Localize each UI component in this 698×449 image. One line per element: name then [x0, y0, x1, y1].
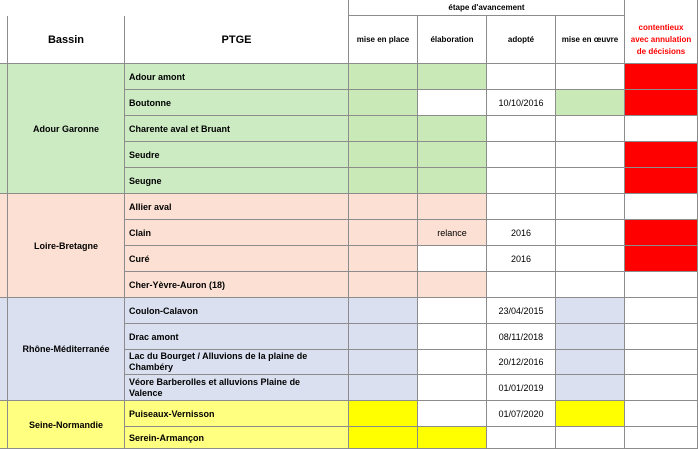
ptge-name: Coulon-Calavon: [129, 305, 198, 316]
basin-name-cell: Loire-Bretagne: [8, 194, 125, 298]
status-cell: [556, 298, 625, 324]
status-cell-text: 20/12/2016: [487, 350, 556, 375]
ptge-name-cell: [125, 298, 349, 324]
status-cell-text: 08/11/2018: [487, 324, 556, 350]
ptge-name-cell: [125, 427, 349, 449]
ptge-name: Seugne: [129, 175, 162, 186]
status-cell: [349, 116, 418, 142]
status-cell: [487, 194, 556, 220]
status-cell: [349, 401, 418, 427]
status-cell: [418, 427, 487, 449]
ptge-name: Drac amont: [129, 331, 179, 342]
status-cell: [418, 298, 487, 324]
status-cell: [487, 116, 556, 142]
status-cell: [556, 220, 625, 246]
status-cell: [349, 194, 418, 220]
ptge-name: Cher-Yèvre-Auron (18): [129, 279, 226, 290]
ptge-name-cell: [125, 401, 349, 427]
basin-name-cell: Rhône-Méditerranée: [8, 298, 125, 401]
basin-margin: [0, 194, 8, 298]
status-cell: [625, 401, 698, 427]
ptge-name: Seudre: [129, 149, 160, 160]
status-cell: [625, 324, 698, 350]
status-cell: [556, 246, 625, 272]
status-cell: [625, 246, 698, 272]
status-cell: [556, 375, 625, 401]
ptge-name: Serein-Armançon: [129, 432, 205, 443]
ptge-name-cell: [125, 350, 349, 375]
status-cell-text: 2016: [487, 220, 556, 246]
ptge-name-cell: [125, 246, 349, 272]
ptge-name-cell: [125, 220, 349, 246]
corner-blank-2: [0, 16, 8, 64]
col-mise-en-oeuvre-header: mise en œuvre: [556, 16, 625, 64]
col-mise-en-place-header: mise en place: [349, 16, 418, 64]
status-cell: [418, 375, 487, 401]
ptge-name-cell: [125, 64, 349, 90]
header-blank-ptge: [125, 0, 349, 16]
status-cell: [418, 116, 487, 142]
status-cell: [349, 246, 418, 272]
status-cell: [349, 90, 418, 116]
contentieux-line1: contentieux: [638, 22, 684, 32]
status-cell: [418, 168, 487, 194]
ptge-name: Boutonne: [129, 97, 171, 108]
ptge-name-cell: [125, 375, 349, 401]
status-cell-text: 01/01/2019: [487, 375, 556, 401]
header-blank-contentieux: [625, 0, 698, 16]
etape-header: étape d'avancement: [349, 0, 625, 16]
contentieux-line2: avec annulation: [630, 34, 692, 44]
ptge-name-cell: [125, 116, 349, 142]
status-cell: [556, 427, 625, 449]
status-cell: [418, 324, 487, 350]
ptge-name-cell: [125, 90, 349, 116]
col-adopte-header: adopté: [487, 16, 556, 64]
status-cell: [418, 142, 487, 168]
ptge-name: Curé: [129, 253, 150, 264]
col-elaboration-header: élaboration: [418, 16, 487, 64]
status-cell: [418, 401, 487, 427]
bassin-header: Bassin: [8, 16, 125, 64]
status-cell: [349, 350, 418, 375]
status-cell: [556, 401, 625, 427]
status-cell: [349, 220, 418, 246]
ptge-name: Charente aval et Bruant: [129, 123, 231, 134]
contentieux-line3: de décisions: [636, 46, 686, 56]
status-cell: [349, 375, 418, 401]
status-cell: [625, 116, 698, 142]
basin-margin: [0, 298, 8, 401]
status-cell-text: 2016: [487, 246, 556, 272]
status-cell: [418, 246, 487, 272]
status-cell: [625, 427, 698, 449]
ptge-name-cell: [125, 272, 349, 298]
ptge-name-line: Véore Barberolles et alluvions Plaine de: [129, 376, 301, 387]
status-cell: [556, 350, 625, 375]
status-cell: [349, 168, 418, 194]
status-cell: [556, 90, 625, 116]
status-cell: [349, 272, 418, 298]
ptge-name-line: Chambéry: [129, 362, 174, 372]
status-cell: [418, 90, 487, 116]
ptge-name-cell: [125, 168, 349, 194]
basin-margin: [0, 64, 8, 194]
status-cell: [625, 375, 698, 401]
basin-margin: [0, 401, 8, 449]
basin-name-cell: Adour Garonne: [8, 64, 125, 194]
status-cell: [349, 298, 418, 324]
status-cell: [625, 64, 698, 90]
status-cell: [556, 168, 625, 194]
status-cell: [625, 298, 698, 324]
status-cell: [349, 142, 418, 168]
status-cell: [625, 272, 698, 298]
status-cell-text: 23/04/2015: [487, 298, 556, 324]
status-cell-text: 10/10/2016: [487, 90, 556, 116]
status-cell: [625, 194, 698, 220]
ptge-name-cell: [125, 194, 349, 220]
status-cell: [556, 142, 625, 168]
ptge-name-cell: [125, 324, 349, 350]
status-cell-text: 01/07/2020: [487, 401, 556, 427]
ptge-name-cell: [125, 142, 349, 168]
header-blank-bassin: [8, 0, 125, 16]
col-contentieux-header: [625, 16, 698, 64]
status-cell-text: relance: [418, 220, 487, 246]
status-cell: [625, 142, 698, 168]
status-cell: [418, 350, 487, 375]
status-cell: [418, 64, 487, 90]
status-cell: [556, 116, 625, 142]
basin-name-cell: Seine-Normandie: [8, 401, 125, 449]
status-cell: [625, 220, 698, 246]
ptge-name-line: Lac du Bourget / Alluvions de la plaine de: [129, 351, 308, 361]
status-cell: [556, 64, 625, 90]
status-cell: [487, 272, 556, 298]
status-cell: [487, 64, 556, 90]
status-cell: [418, 272, 487, 298]
status-cell: [349, 64, 418, 90]
corner-blank: [0, 0, 8, 16]
ptge-name: Adour amont: [129, 71, 185, 82]
status-cell: [556, 324, 625, 350]
status-cell: [349, 427, 418, 449]
ptge-name-line: Valence: [129, 387, 163, 398]
status-cell: [487, 168, 556, 194]
status-cell: [556, 194, 625, 220]
status-cell: [487, 427, 556, 449]
status-cell: [487, 142, 556, 168]
ptge-header: PTGE: [125, 16, 349, 64]
ptge-name: Puiseaux-Vernisson: [129, 408, 215, 419]
status-cell: [349, 324, 418, 350]
status-cell: [625, 350, 698, 375]
status-cell: [625, 90, 698, 116]
status-cell: [556, 272, 625, 298]
ptge-name: Clain: [129, 227, 152, 238]
ptge-name: Allier aval: [129, 201, 172, 212]
status-cell: [418, 194, 487, 220]
status-cell: [625, 168, 698, 194]
